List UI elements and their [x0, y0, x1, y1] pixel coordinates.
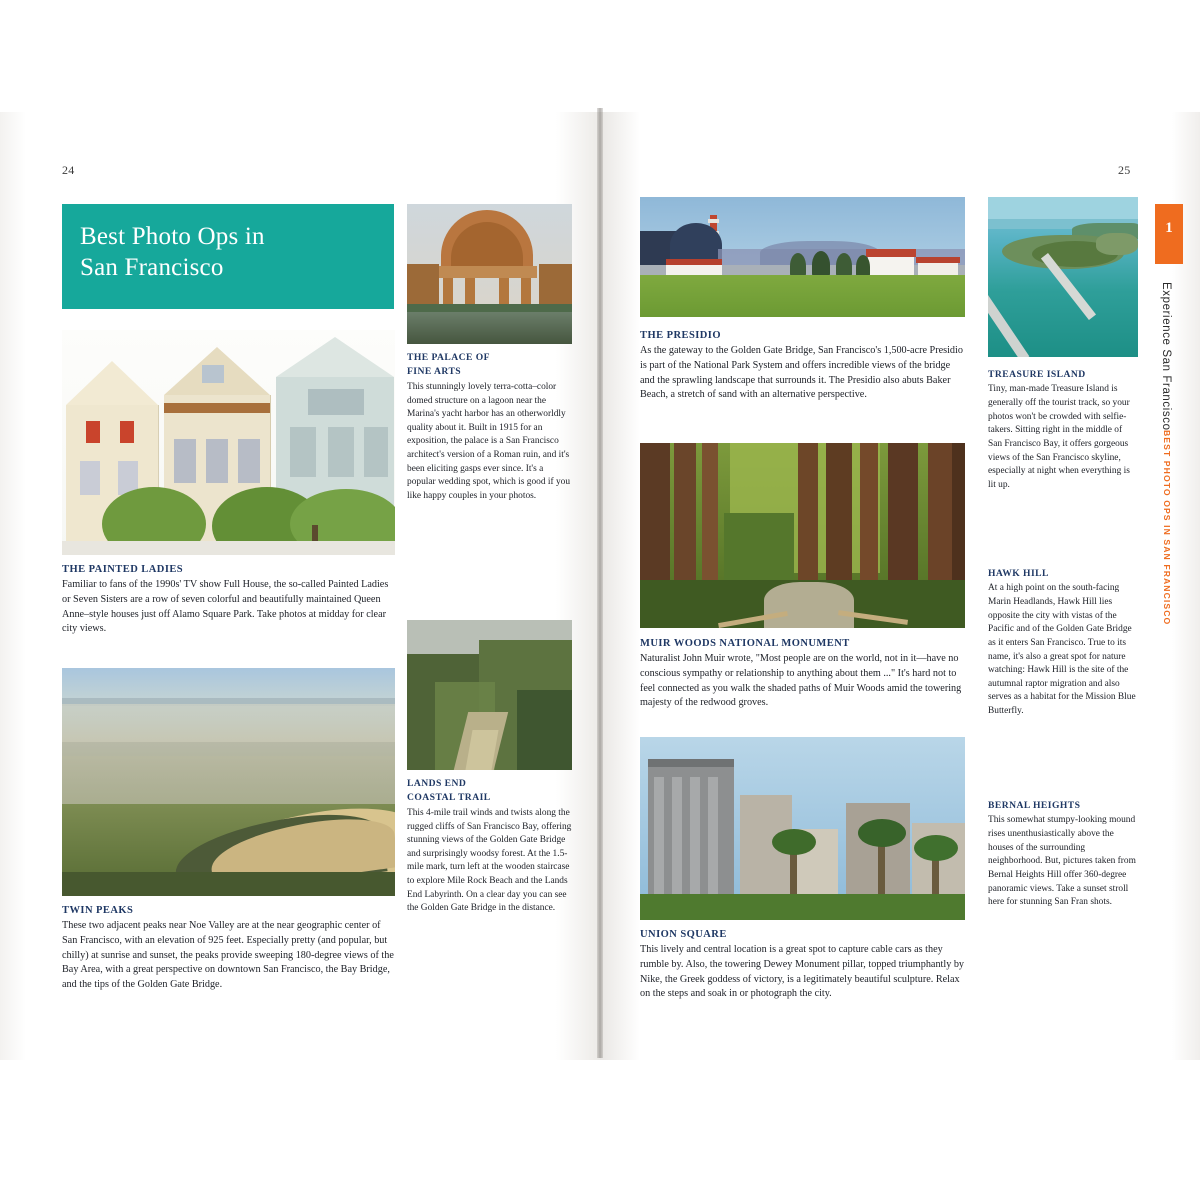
article-lands-end-body: This 4-mile trail winds and twists along the rugged cliffs of San Francisco Bay, offering stunning views of the Golden Gate Bridge and surprisingly woodsy forest. At the 1.5-mile mark, turn left at the wooden staircase to explore Mile Rock Beach and the Lands End Labyrinth. On a clear day you can see the Golden Gate Bridge in the distance. — [407, 807, 572, 914]
article-twin-peaks-body: These two adjacent peaks near Noe Valley are at the near geographic center of San Francisco, with an elevation of 925 feet. Especially pretty (and popular, but chilly) at sunrise and sunset, the peaks provide sweeping 180-degree views of the Bay Area, with a great perspective on downtown San Francisco, the Bay Bridge, and the tips of the Golden Gate Bridge. — [62, 920, 394, 990]
article-treasure-island-body: Tiny, man-made Treasure Island is generally off the tourist track, so your photos won't be crowded with selfie-takers. Sitting right in the middle of San Francisco Bay, it offers gorgeous views of the San Francisco skyline, especially at night when everything is lit up. — [988, 384, 1130, 490]
article-palace-of-fine-arts — [407, 352, 572, 504]
article-palace-body: This stunningly lovely terra-cotta–color domed structure on a lagoon near the Marina's yacht harbor has an otherworldly quality about it. Built in 1915 for an exposition, the palace is a San Francisco architect's version of a Roman ruin, and it's been eliciting gasps ever since. It's a popular wedding spot, which is good if you like happy couples in your photos. — [407, 381, 571, 501]
article-bernal-heights-body: This somewhat stumpy-looking mound rises unenthusiastically above the houses of the surrounding neighborhood. But, pictures taken from Bernal Heights Hill offer 360-degree panoramic views. Take a sunset stroll here for stunning San Fran shots. — [988, 815, 1136, 908]
article-treasure-island — [988, 369, 1138, 492]
article-palace-heading-line2: FINE ARTS — [407, 366, 462, 378]
article-union-square-body: This lively and central location is a great spot to capture cable cars as they rumble by. Also, the towering Dewey Monument pillar, topped triumphantly by Nike, the Greek goddess of victory, is a legitimately beautiful sculpture. Relax on the steps and soak in or photograph the city. — [640, 944, 965, 1000]
page-title-line1: Best Photo Ops in — [80, 223, 265, 250]
chapter-tab — [1155, 204, 1183, 264]
chapter-running-head: Experience San Francisco — [1160, 282, 1172, 431]
article-bernal-heights — [988, 800, 1138, 910]
page-bottom-margin — [0, 1060, 1200, 1200]
article-painted-ladies-heading: THE PAINTED LADIES — [62, 564, 184, 575]
article-bernal-heights-heading: BERNAL HEIGHTS — [988, 800, 1081, 811]
article-palace-heading-line1: THE PALACE OF — [407, 352, 490, 363]
article-presidio-body: As the gateway to the Golden Gate Bridge, San Francisco's 1,500-acre Presidio is part of the National Park System and offers incredible views of the bridge and the sprawling landscape that surrounds it. The Presidio also abuts Baker Beach, a stretch of sand with an alternative perspective. — [640, 345, 963, 401]
page-title — [80, 222, 382, 283]
section-running-head: BEST PHOTO OPS IN SAN FRANCISCO — [1162, 430, 1172, 626]
article-hawk-hill-body: At a high point on the south-facing Marin Headlands, Hawk Hill lies opposite the city with vistas of the Pacific and of the Golden Gate Bridge as it enters San Francisco. True to its name, it's also a great spot for nature watching: Hawk Hill is the site of the autumnal raptor migration and also serves as a habitat for the Mission Blue Butterfly. — [988, 583, 1136, 717]
article-hawk-hill-heading: HAWK HILL — [988, 568, 1049, 579]
photo-palace-of-fine-arts — [407, 204, 572, 344]
folio-right: 25 — [1118, 163, 1131, 177]
article-muir-woods-body: Naturalist John Muir wrote, "Most people are on the world, not in it—have no conscious sympathy or relationship to anything about them ..." It's hard not to feel connected as you walk the shaded paths of Muir Woods amid the towering majesty of the redwood groves. — [640, 653, 962, 709]
article-union-square-heading: UNION SQUARE — [640, 929, 727, 940]
photo-lands-end — [407, 620, 572, 770]
photo-treasure-island — [988, 197, 1138, 357]
article-presidio-heading: THE PRESIDIO — [640, 330, 721, 341]
article-lands-end — [407, 778, 572, 916]
photo-twin-peaks — [62, 668, 395, 896]
photo-muir-woods — [640, 443, 965, 628]
page-title-banner — [62, 204, 394, 309]
article-twin-peaks — [62, 904, 395, 992]
chapter-tab-number: 1 — [1165, 220, 1173, 236]
page-title-line2: San Francisco — [80, 253, 224, 281]
article-painted-ladies — [62, 563, 395, 637]
article-twin-peaks-heading: TWIN PEAKS — [62, 905, 134, 916]
photo-presidio — [640, 197, 965, 317]
article-treasure-island-heading: TREASURE ISLAND — [988, 369, 1086, 380]
page-top-margin — [0, 0, 1200, 112]
article-presidio — [640, 329, 965, 403]
article-muir-woods — [640, 637, 965, 711]
article-painted-ladies-body: Familiar to fans of the 1990s' TV show Full House, the so-called Painted Ladies or Seven Sisters are a row of seven colorful and beautifully maintained Queen Anne–style houses just off Alamo Square Park. Take photos at midday for clear city views. — [62, 579, 389, 635]
article-hawk-hill — [988, 568, 1138, 719]
article-union-square — [640, 928, 965, 1002]
book-gutter — [597, 108, 603, 1058]
folio-left: 24 — [62, 163, 75, 177]
photo-union-square — [640, 737, 965, 920]
article-muir-woods-heading: MUIR WOODS NATIONAL MONUMENT — [640, 638, 850, 649]
article-lands-end-heading-line2: COASTAL TRAIL — [407, 792, 491, 804]
article-lands-end-heading-line1: LANDS END — [407, 778, 467, 789]
photo-painted-ladies — [62, 330, 395, 555]
